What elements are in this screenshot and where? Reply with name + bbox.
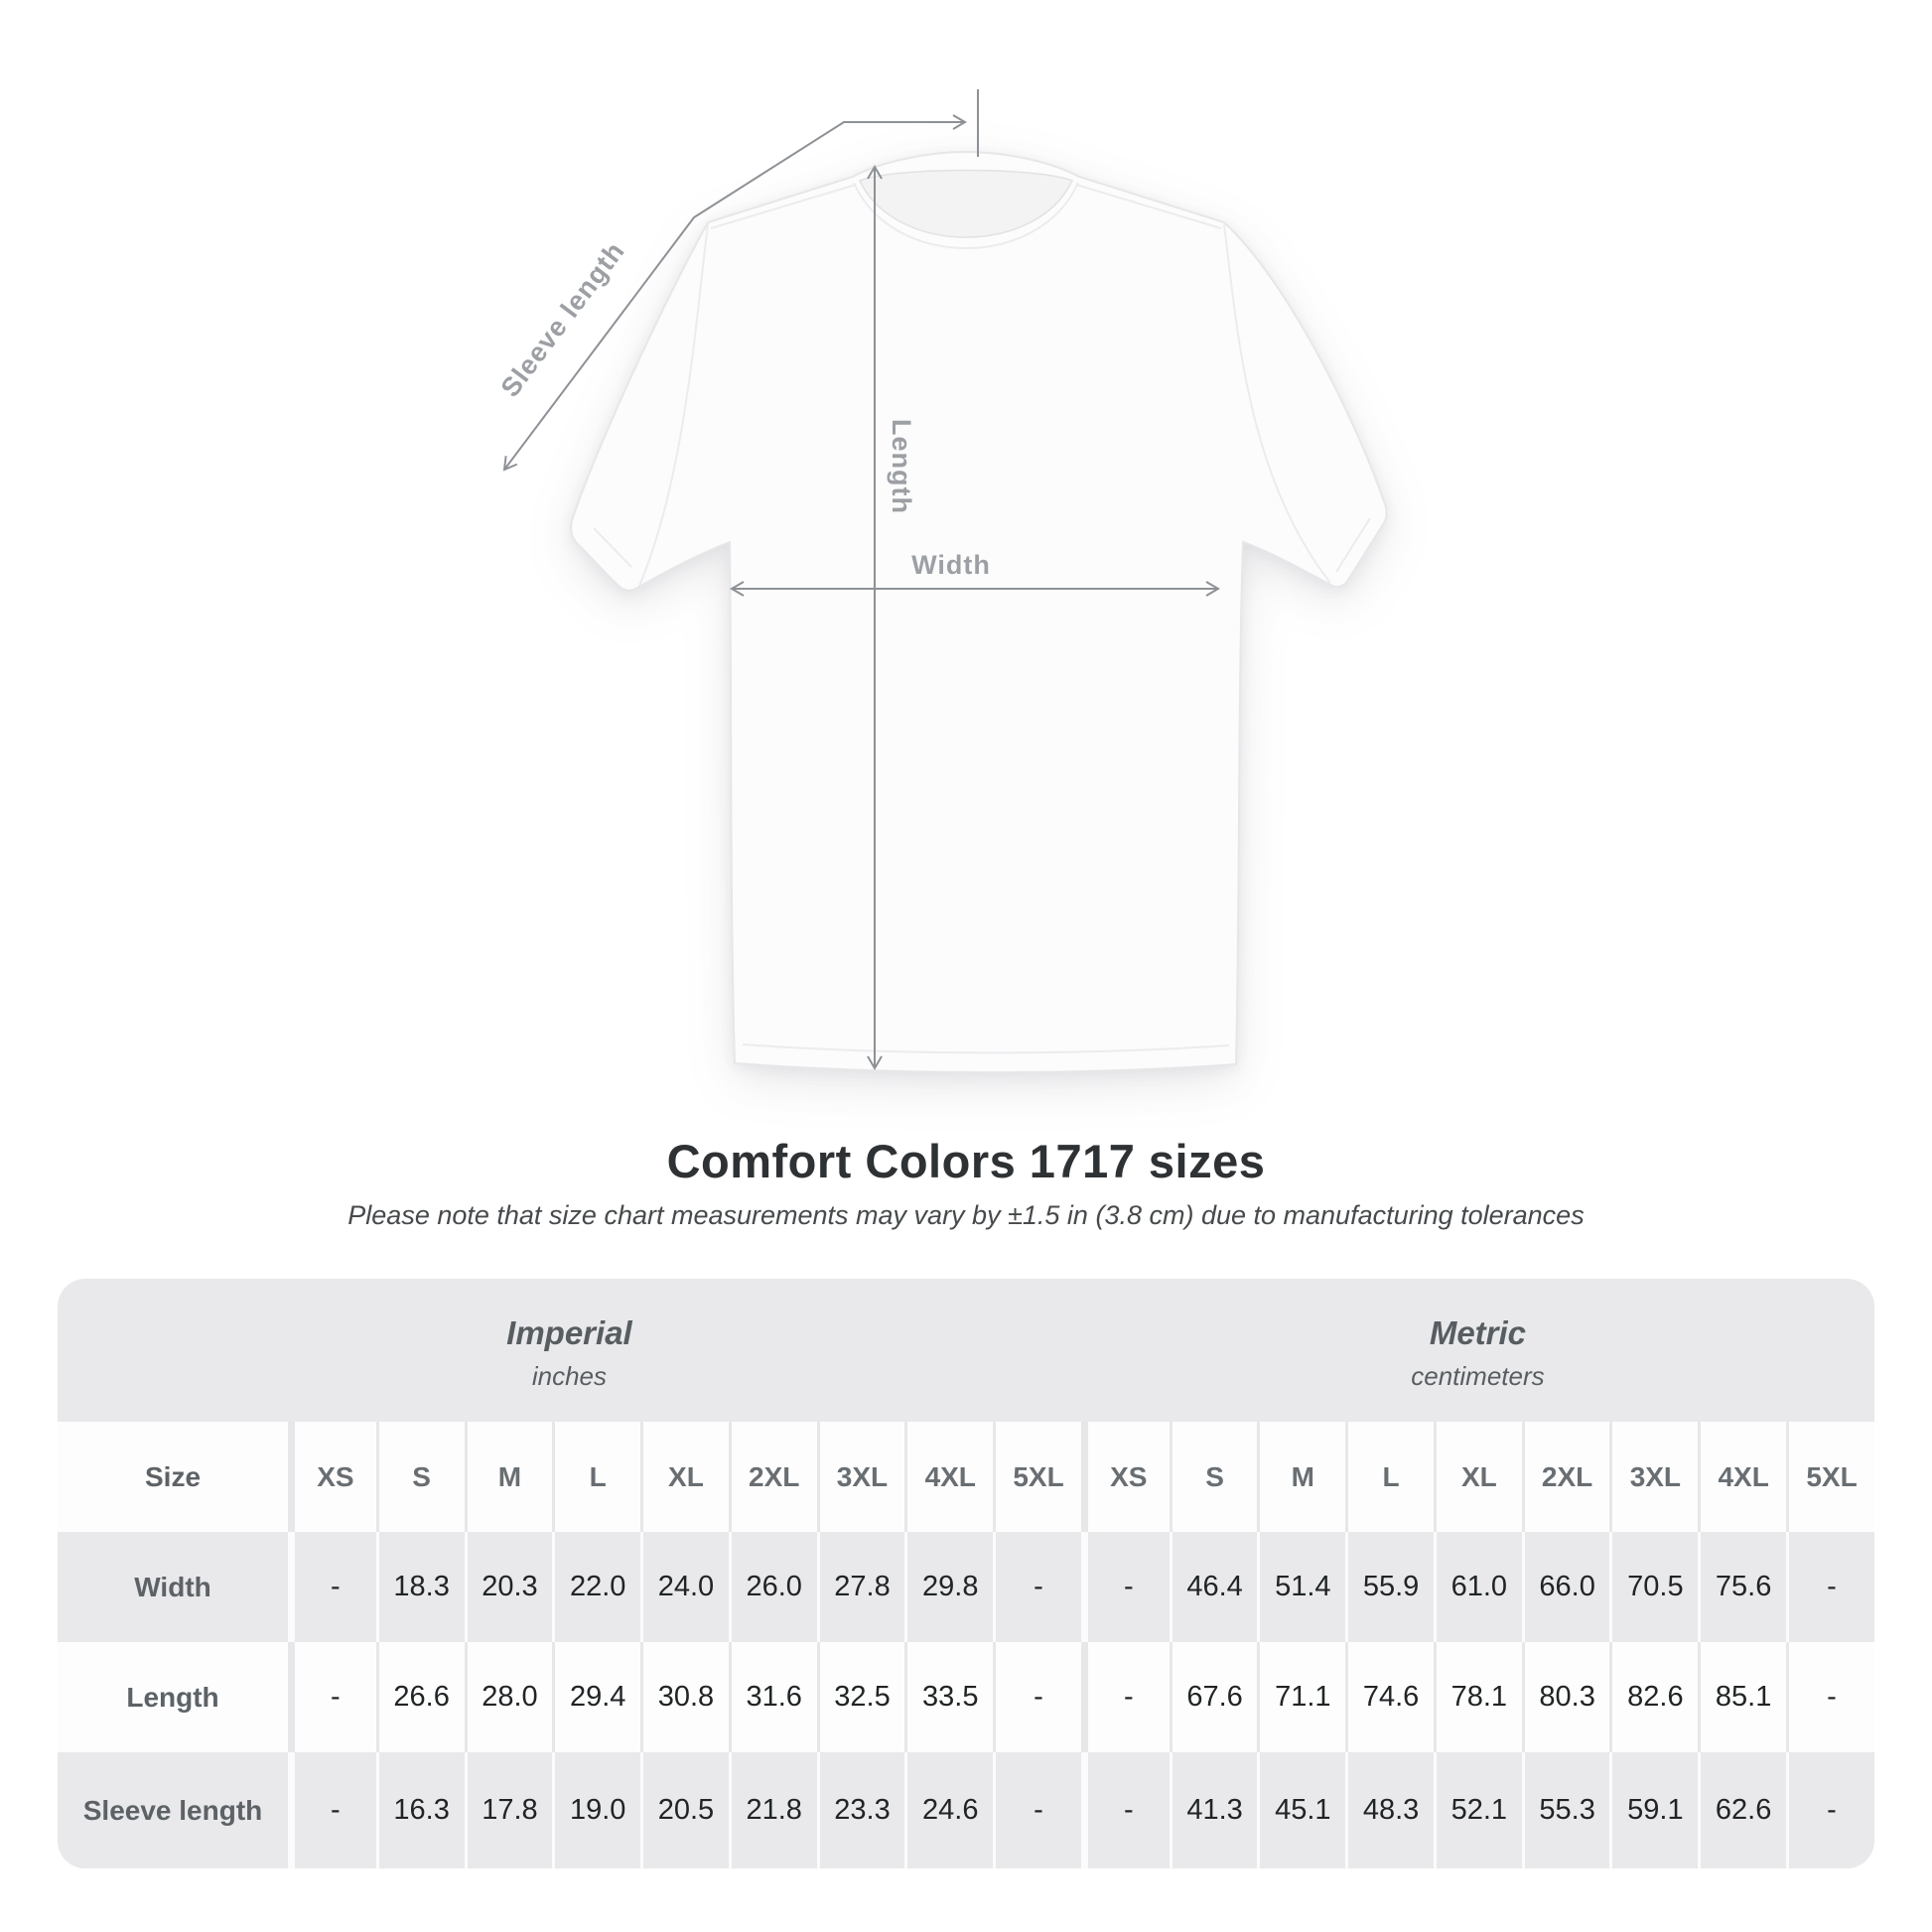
value-cell: - — [288, 1642, 376, 1752]
value-cell: - — [1081, 1642, 1170, 1752]
value-cell: 85.1 — [1698, 1642, 1786, 1752]
unit-header-row — [58, 1279, 1874, 1422]
value-cell: 20.3 — [465, 1532, 553, 1642]
value-cell: 19.0 — [552, 1752, 640, 1868]
value-cell: 62.6 — [1698, 1752, 1786, 1868]
size-header-cell: S — [376, 1422, 465, 1532]
size-header-cell: M — [465, 1422, 553, 1532]
value-cell: 17.8 — [465, 1752, 553, 1868]
row-label: Sleeve length — [58, 1752, 288, 1868]
value-cell: 55.9 — [1345, 1532, 1434, 1642]
size-header-cell: L — [1345, 1422, 1434, 1532]
value-cell: 28.0 — [465, 1642, 553, 1752]
value-cell: 27.8 — [817, 1532, 905, 1642]
value-cell: - — [1786, 1532, 1874, 1642]
width-row — [58, 1532, 1874, 1642]
value-cell: 26.6 — [376, 1642, 465, 1752]
size-chart-table — [58, 1279, 1874, 1868]
tolerance-note: Please note that size chart measurements may vary by ±1.5 in (3.8 cm) due to manufacturing tolerances — [347, 1200, 1585, 1230]
metric-unit: centimeters — [1411, 1361, 1545, 1391]
sleeve-length-row — [58, 1752, 1874, 1868]
value-cell: 71.1 — [1257, 1642, 1345, 1752]
value-cell: - — [1786, 1752, 1874, 1868]
value-cell: 70.5 — [1609, 1532, 1698, 1642]
value-cell: 74.6 — [1345, 1642, 1434, 1752]
value-cell: - — [288, 1532, 376, 1642]
value-cell: 23.3 — [817, 1752, 905, 1868]
size-header-cell: 3XL — [1609, 1422, 1698, 1532]
value-cell: 46.4 — [1170, 1532, 1258, 1642]
heading-block — [0, 1120, 1932, 1231]
imperial-title: Imperial — [506, 1314, 632, 1351]
value-cell: 22.0 — [552, 1532, 640, 1642]
size-header-cell: XS — [1081, 1422, 1170, 1532]
value-cell: 52.1 — [1434, 1752, 1522, 1868]
size-header-cell: 2XL — [729, 1422, 817, 1532]
value-cell: 24.0 — [640, 1532, 729, 1642]
size-header-cell: 3XL — [817, 1422, 905, 1532]
tshirt-graphic — [571, 152, 1386, 1072]
value-cell: 55.3 — [1522, 1752, 1610, 1868]
value-cell: 20.5 — [640, 1752, 729, 1868]
value-cell: - — [993, 1532, 1081, 1642]
value-cell: 16.3 — [376, 1752, 465, 1868]
value-cell: 66.0 — [1522, 1532, 1610, 1642]
value-cell: 29.4 — [552, 1642, 640, 1752]
metric-group-header — [1081, 1279, 1874, 1422]
length-row — [58, 1642, 1874, 1752]
value-cell: - — [993, 1642, 1081, 1752]
value-cell: 32.5 — [817, 1642, 905, 1752]
value-cell: - — [993, 1752, 1081, 1868]
size-header-cell: XS — [288, 1422, 376, 1532]
page-title: Comfort Colors 1717 sizes — [666, 1135, 1266, 1187]
metric-title: Metric — [1429, 1314, 1527, 1351]
size-header-cell: 4XL — [1698, 1422, 1786, 1532]
value-cell: 41.3 — [1170, 1752, 1258, 1868]
size-header-cell: L — [552, 1422, 640, 1532]
value-cell: 75.6 — [1698, 1532, 1786, 1642]
value-cell: 21.8 — [729, 1752, 817, 1868]
value-cell: - — [1081, 1532, 1170, 1642]
value-cell: 82.6 — [1609, 1642, 1698, 1752]
value-cell: 33.5 — [904, 1642, 993, 1752]
row-label: Length — [58, 1642, 288, 1752]
value-cell: 48.3 — [1345, 1752, 1434, 1868]
sleeve-length-label: Sleeve length — [494, 235, 631, 403]
value-cell: 78.1 — [1434, 1642, 1522, 1752]
size-header-cell: XL — [1434, 1422, 1522, 1532]
size-column-header: Size — [58, 1422, 288, 1532]
value-cell: 26.0 — [729, 1532, 817, 1642]
size-header-cell: XL — [640, 1422, 729, 1532]
value-cell: 61.0 — [1434, 1532, 1522, 1642]
value-cell: 45.1 — [1257, 1752, 1345, 1868]
row-label: Width — [58, 1532, 288, 1642]
value-cell: 18.3 — [376, 1532, 465, 1642]
imperial-group-header — [58, 1279, 1081, 1422]
size-header-cell: S — [1170, 1422, 1258, 1532]
value-cell: - — [1081, 1752, 1170, 1868]
value-cell: 24.6 — [904, 1752, 993, 1868]
value-cell: 59.1 — [1609, 1752, 1698, 1868]
value-cell: 31.6 — [729, 1642, 817, 1752]
tshirt-silhouette — [571, 152, 1386, 1072]
value-cell: 30.8 — [640, 1642, 729, 1752]
length-label: Length — [887, 419, 916, 514]
size-header-cell: 2XL — [1522, 1422, 1610, 1532]
value-cell: 80.3 — [1522, 1642, 1610, 1752]
imperial-unit: inches — [531, 1361, 608, 1391]
value-cell: - — [288, 1752, 376, 1868]
value-cell: 29.8 — [904, 1532, 993, 1642]
size-header-cell: 5XL — [1786, 1422, 1874, 1532]
size-header-cell: 4XL — [904, 1422, 993, 1532]
size-chart-card — [58, 1279, 1874, 1868]
value-cell: - — [1786, 1642, 1874, 1752]
size-header-cell: M — [1257, 1422, 1345, 1532]
value-cell: 51.4 — [1257, 1532, 1345, 1642]
size-header-row — [58, 1422, 1874, 1532]
width-label: Width — [911, 550, 991, 580]
size-header-cell: 5XL — [993, 1422, 1081, 1532]
value-cell: 67.6 — [1170, 1642, 1258, 1752]
